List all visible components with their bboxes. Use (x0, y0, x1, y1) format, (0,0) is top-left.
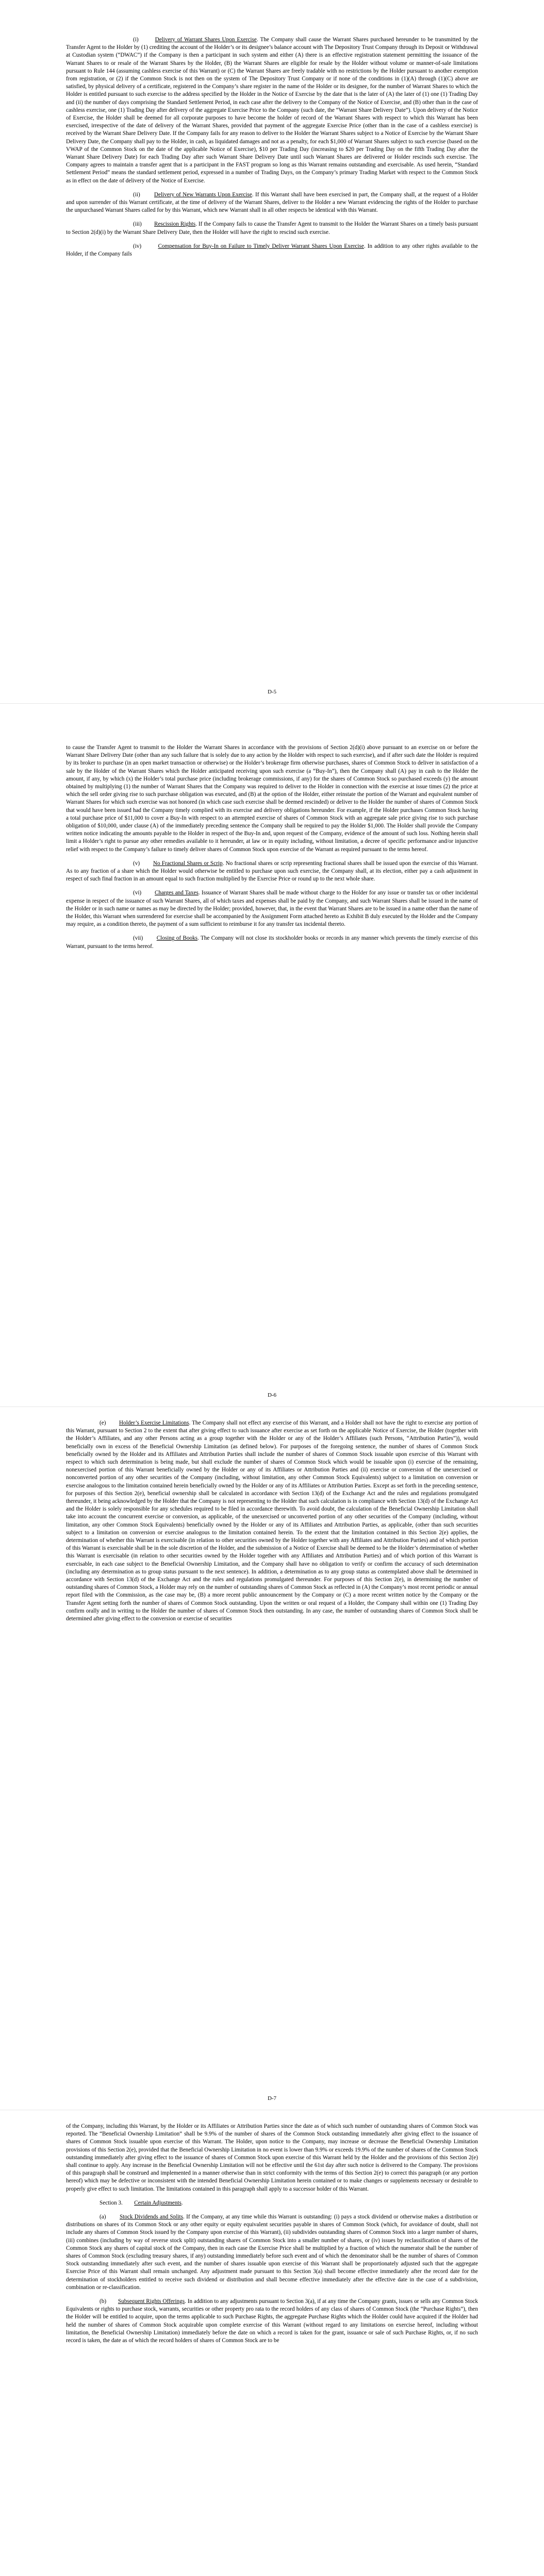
page-number: D-5 (267, 689, 277, 695)
section-heading-certain-adjustments: Section 3. Certain Adjustments. (100, 2199, 183, 2206)
paragraph-subsequent-rights-offerings: (b) Subsequent Rights Offerings. In addition to any adjustments pursuant to Section 3(a), if at any time the Company grants, issues or sells any Common Stock Equivalents or rights to purchase stock, warrants, securities or other property pro rata to the record holders of any class of shares of Common Stock (the “Purchase Rights”), then the Holder will be entitled to acquire, upon the terms applicable to such Purchase Rights, the aggregate Purchase Rights which the Holder could have acquired if the Holder had held the number of shares of Common Stock acquirable upon complete exercise of this Warrant (without regard to any limitations on exercise hereof, including without limitation, the Beneficial Ownership Limitation) immediately before the date on which a record is taken for the grant, issuance or sale of such Purchase Rights, or, if no such record is taken, the date as of which the record holders of shares of Common Stock are to be (66, 2298, 478, 2344)
paragraph-stock-dividends-and-splits: (a) Stock Dividends and Splits. If the Company, at any time while this Warrant is outstanding: (i) pays a stock dividend or otherwise makes a distribution or distributions on shares of its Common Stock or any other equity or equity equivalent securities payable in shares of Common Stock (which, for avoidance of doubt, shall not include any shares of Common Stock issued by the Company upon exercise of this Warrant), (ii) subdivides outstanding shares of Common Stock into a larger number of shares, (iii) combines (including by way of reverse stock split) outstanding shares of Common Stock into a smaller number of shares, or (iv) issues by reclassification of shares of the Common Stock any shares of capital stock of the Company, then in each case the Exercise Price shall be multiplied by a fraction of which the numerator shall be the number of shares of Common Stock (excluding treasury shares, if any) outstanding immediately before such event and of which the denominator shall be the number of shares of Common Stock outstanding immediately after such event, and the number of shares issuable upon exercise of this Warrant shall be proportionately adjusted such that the aggregate Exercise Price of this Warrant shall remain unchanged. Any adjustment made pursuant to this Section 3(a) shall become effective immediately after the record date for the determination of stockholders entitled to receive such dividend or distribution and shall become effective immediately after the effective date in the case of a subdivision, combination or re-classification. (66, 2214, 479, 2291)
paragraph-rescission-rights: (iii) Rescission Rights. If the Company fails to cause the Transfer Agent to transmit to the Holder the Warrant Shares on a timely basis pursuant to Section 2(d)(i) by the Warrant Share Delivery Date, then the Holder will have the right to rescind such exercise. (66, 221, 479, 235)
paragraph-holders-exercise-limitations: (e) Holder’s Exercise Limitations. The Company shall not effect any exercise of this Warrant, and a Holder shall not have the right to exercise any portion of this Warrant, pursuant to Section 2 to the extent that after giving effect to such issuance after exercise as set forth on the applicable Notice of Exercise, the Holder (together with the Holder’s Affiliates, and any other Persons acting as a group together with the Holder or any of the Holder’s Affiliates (such Persons, “Attribution Parties”)), would beneficially own in excess of the Beneficial Ownership Limitation (as defined below). For purposes of the foregoing sentence, the number of shares of Common Stock beneficially owned by the Holder and its Affiliates and Attribution Parties shall include the number of shares of Common Stock issuable upon exercise of this Warrant with respect to which such determination is being made, but shall exclude the number of shares of Common Stock which would be issuable upon (i) exercise of the remaining, nonexercised portion of this Warrant beneficially owned by the Holder or any of its Affiliates or Attribution Parties and (ii) exercise or conversion of the unexercised or nonconverted portion of any other securities of the Company (including, without limitation, any other Common Stock Equivalents) subject to a limitation on conversion or exercise analogous to the limitation contained herein beneficially owned by the Holder or any of its Affiliates or Attribution Parties. Except as set forth in the preceding sentence, for purposes of this Section 2(e), beneficial ownership shall be calculated in accordance with Section 13(d) of the Exchange Act and the rules and regulations promulgated thereunder, it being acknowledged by the Holder that the Company is not representing to the Holder that such calculation is in compliance with Section 13(d) of the Exchange Act and the Holder is solely responsible for any schedules required to be filed in accordance therewith. To avoid doubt, the calculation of the Beneficial Ownership Limitation shall take into account the concurrent exercise or conversion, as applicable, of the unexercised or unconverted portion of any other securities of the Company (including, without limitation, any other Common Stock Equivalents) beneficially owned by the Holder or any of its Affiliates and Attribution Parties, as applicable, (other than such securities subject to a limitation on conversion or exercise analogous to the limitation contained herein. To the extent that the limitation contained in this Section 2(e) applies, the determination of whether this Warrant is exercisable (in relation to other securities owned by the Holder together with any Affiliates and Attribution Parties) and of which portion of this Warrant is exercisable shall be in the sole discretion of the Holder, and the submission of a Notice of Exercise shall be deemed to be the Holder’s determination of whether this Warrant is exercisable (in relation to other securities owned by the Holder together with any Affiliates and Attribution Parties) and of which portion of this Warrant is exercisable, in each case subject to the Beneficial Ownership Limitation, and the Company shall have no obligation to verify or confirm the accuracy of such determination (including any determination as to group status pursuant to the next sentence). In addition, a determination as to any group status as contemplated above shall be determined in accordance with Section 13(d) of the Exchange Act and the rules and regulations promulgated thereunder. For purposes of this Section 2(e), in determining the number of outstanding shares of Common Stock, a Holder may rely on the number of outstanding shares of Common Stock as reflected in (A) the Company’s most recent periodic or annual report filed with the Commission, as the case may be, (B) a more recent public announcement by the Company or (C) a more recent written notice by the Company or the Transfer Agent setting forth the number of shares of Common Stock outstanding. Upon the written or oral request of a Holder, the Company shall within one (1) Trading Day confirm orally and in writing to the Holder the number of shares of Common Stock then outstanding. In any case, the number of outstanding shares of Common Stock shall be determined after giving effect to the conversion or exercise of securities (66, 1420, 478, 1622)
paragraph-text: If the Company, at any time while this Warrant is outstanding: (i) pays a stock dividend or otherwise makes a distribution or distributions on shares of its Common Stock or any other equity or equity equivalent securities payable in shares of Common Stock (which, for avoidance of doubt, shall not include any shares of Common Stock issued by the Company upon exercise of this Warrant), (ii) subdivides outstanding shares of Common Stock into a larger number of shares, (iii) combines (including by way of reverse stock split) outstanding shares of Common Stock into a smaller number of shares, or (iv) issues by reclassification of shares of the Common Stock any shares of capital stock of the Company, then in each case the Exercise Price shall be multiplied by a fraction of which the numerator shall be the number of shares of Common Stock (excluding treasury shares, if any) outstanding immediately before such event and of which the denominator shall be the number of shares of Common Stock outstanding immediately after such event, and the number of shares issuable upon exercise of this Warrant shall be proportionately adjusted such that the aggregate Exercise Price of this Warrant shall remain unchanged. Any adjustment made pursuant to this Section 3(a) shall become effective immediately after the record date for the determination of stockholders entitled to receive such dividend or distribution and shall become effective immediately after the effective date in the case of a subdivision, combination or re-classification. (66, 2214, 479, 2291)
paragraph-text: The Company shall not effect any exercise of this Warrant, and a Holder shall not have the right to exercise any portion of this Warrant, pursuant to Section 2 to the extent that after giving effect to such issuance after exercise as set forth on the applicable Notice of Exercise, the Holder (together with the Holder’s Affiliates, and any other Persons acting as a group together with the Holder or any of the Holder’s Affiliates (such Persons, “Attribution Parties”)), would beneficially own in excess of the Beneficial Ownership Limitation (as defined below). For purposes of the foregoing sentence, the number of shares of Common Stock beneficially owned by the Holder and its Affiliates and Attribution Parties shall include the number of shares of Common Stock issuable upon exercise of this Warrant with respect to which such determination is being made, but shall exclude the number of shares of Common Stock which would be issuable upon (i) exercise of the remaining, nonexercised portion of this Warrant beneficially owned by the Holder or any of its Affiliates or Attribution Parties and (ii) exercise or conversion of the unexercised or nonconverted portion of any other securities of the Company (including, without limitation, any other Common Stock Equivalents) subject to a limitation on conversion or exercise analogous to the limitation contained herein beneficially owned by the Holder or any of its Affiliates or Attribution Parties. Except as set forth in the preceding sentence, for purposes of this Section 2(e), beneficial ownership shall be calculated in accordance with Section 13(d) of the Exchange Act and the rules and regulations promulgated thereunder, it being acknowledged by the Holder that the Company is not representing to the Holder that such calculation is in compliance with Section 13(d) of the Exchange Act and the Holder is solely responsible for any schedules required to be filed in accordance therewith. To avoid doubt, the calculation of the Beneficial Ownership Limitation shall take into account the concurrent exercise or conversion, as applicable, of the unexercised or unconverted portion of any other securities of the Company (including, without limitation, any other Common Stock Equivalents) beneficially owned by the Holder or any of its Affiliates and Attribution Parties, as applicable, (other than such securities subject to a limitation on conversion or exercise analogous to the limitation contained herein. To the extent that the limitation contained in this Section 2(e) applies, the determination of whether this Warrant is exercisable (in relation to other securities owned by the Holder together with any Affiliates and Attribution Parties) and of which portion of this Warrant is exercisable shall be in the sole discretion of the Holder, and the submission of a Notice of Exercise shall be deemed to be the Holder’s determination of whether this Warrant is exercisable (in relation to other securities owned by the Holder together with any Affiliates and Attribution Parties) and of which portion of this Warrant is exercisable, in each case subject to the Beneficial Ownership Limitation, and the Company shall have no obligation to verify or confirm the accuracy of such determination (including any determination as to group status pursuant to the next sentence). In addition, a determination as to any group status as contemplated above shall be determined in accordance with Section 13(d) of the Exchange Act and the rules and regulations promulgated thereunder. For purposes of this Section 2(e), in determining the number of outstanding shares of Common Stock, a Holder may rely on the number of outstanding shares of Common Stock as reflected in (A) the Company’s most recent periodic or annual report filed with the Commission, as the case may be, (B) a more recent public announcement by the Company or (C) a more recent written notice by the Company or the Transfer Agent setting forth the number of shares of Common Stock outstanding. Upon the written or oral request of a Holder, the Company shall within one (1) Trading Day confirm orally and in writing to the Holder the number of shares of Common Stock then outstanding. In any case, the number of outstanding shares of Common Stock shall be determined after giving effect to the conversion or exercise of securities (66, 1420, 478, 1622)
paragraph-no-fractional-shares: (v) No Fractional Shares or Scrip. No fractional shares or scrip representing fractional shares shall be issued upon the exercise of this Warrant. As to any fraction of a share which the Holder would otherwise be entitled to purchase upon such exercise, the Company shall, at its election, either pay a cash adjustment in respect of such final fraction in an amount equal to such fraction multiplied by the Exercise Price or round up to the next whole share. (66, 860, 479, 883)
paragraph-number: (vii) (133, 935, 143, 942)
paragraph-heading: Delivery of Warrant Shares Upon Exercise (155, 37, 257, 43)
paragraph-heading: Holder’s Exercise Limitations (119, 1420, 189, 1426)
paragraph-text: In addition to any other rights available to the Holder, if the Company fails (66, 243, 479, 258)
paragraph-number: (iv) (133, 243, 142, 249)
paragraph-text: If the Company fails to cause the Transfer Agent to transmit to the Holder the Warrant Shares on a timely basis pursuant to Section 2(d)(i) by the Warrant Share Delivery Date, then the Holder will have the right to rescind such exercise. (66, 221, 479, 235)
paragraph-text: No fractional shares or scrip representing fractional shares shall be issued upon the exercise of this Warrant. As to any fraction of a share which the Holder would otherwise be entitled to purchase upon such exercise, the Company shall, at its election, either pay a cash adjustment in respect of such final fraction in an amount equal to such fraction multiplied by the Exercise Price or round up to the next whole share. (66, 860, 479, 883)
paragraph-number: (iii) (133, 221, 142, 228)
paragraph-number: (ii) (133, 191, 140, 198)
paragraph-text: If this Warrant shall have been exercised in part, the Company shall, at the request of a Holder and upon surrender of this Warrant certificate, at the time of delivery of the Warrant Shares, deliver to the Holder a new Warrant evidencing the rights of the Holder to purchase the unpurchased Warrant Shares called for by this Warrant, which new Warrant shall in all other respects be identical with this Warrant. (66, 191, 478, 214)
paragraph-closing-of-books: (vii) Closing of Books. The Company will not close its stockholder books or records in any manner which prevents the timely exercise of this Warrant, pursuant to the terms hereof. (66, 935, 479, 950)
paragraph-text: In addition to any adjustments pursuant to Section 3(a), if at any time the Company grants, issues or sells any Common Stock Equivalents or rights to purchase stock, warrants, securities or other property pro rata to the record holders of any class of shares of Common Stock (the “Purchase Rights”), then the Holder will be entitled to acquire, upon the terms applicable to such Purchase Rights, the aggregate Purchase Rights which the Holder could have acquired if the Holder had held the number of shares of Common Stock acquirable upon complete exercise of this Warrant (without regard to any limitations on exercise hereof, including without limitation, the Beneficial Ownership Limitation) immediately before the date on which a record is taken for the grant, issuance or sale of such Purchase Rights, or, if no such record is taken, the date as of which the record holders of shares of Common Stock are to be (66, 2298, 478, 2344)
paragraph-charges-and-taxes: (vi) Charges and Taxes. Issuance of Warrant Shares shall be made without charge to the Holder for any issue or transfer tax or other incidental expense in respect of the issuance of such Warrant Shares, all of which taxes and expenses shall be paid by the Company, and such Warrant Shares shall be issued in the name of the Holder or in such name or names as may be directed by the Holder; provided, however, that, in the event that Warrant Shares are to be issued in a name other than the name of the Holder, this Warrant when surrendered for exercise shall be accompanied by the Assignment Form attached hereto as Exhibit B duly executed by the Holder and the Company may require, as a condition thereto, the payment of a sum sufficient to reimburse it for any transfer tax incidental thereto. (66, 890, 478, 928)
paragraph-compensation-for-buy-in: (iv) Compensation for Buy-In on Failure to Timely Deliver Warrant Shares Upon Exercise. In addition to any other rights available to the Holder, if the Company fails (66, 243, 479, 258)
paragraph-number: (v) (133, 860, 140, 867)
paragraph-text: The Company will not close its stockholder books or records in any manner which prevents the timely exercise of this Warrant, pursuant to the terms hereof. (66, 935, 479, 950)
paragraph-number: (i) (133, 37, 139, 43)
paragraph-delivery-of-new-warrants: (ii) Delivery of New Warrants Upon Exercise. If this Warrant shall have been exercised in part, the Company shall, at the request of a Holder and upon surrender of this Warrant certificate, at the time of delivery of the Warrant Shares, deliver to the Holder a new Warrant evidencing the rights of the Holder to purchase the unpurchased Warrant Shares called for by this Warrant, which new Warrant shall in all other respects be identical with this Warrant. (66, 191, 478, 214)
page-number: D-7 (267, 2095, 277, 2102)
section-number: Section 3. (100, 2199, 123, 2206)
document-page (0, 703, 544, 1406)
document-page (0, 0, 544, 703)
paragraph-number: (b) (100, 2298, 107, 2305)
document-page (0, 2110, 544, 2576)
paragraph-heading: No Fractional Shares or Scrip (153, 860, 223, 867)
paragraph-text: The Company shall cause the Warrant Shares purchased hereunder to be transmitted by the Transfer Agent to the Holder by (1) crediting the account of the Holder’s or its designee’s balance account with The Depository Trust Company through its Deposit or Withdrawal at Custodian system (“DWAC”) if the Company is then a participant in such system and either (A) there is an effective registration statement permitting the issuance of the Warrant Shares to or resale of the Warrant Shares by the Holder, (B) the Warrant Shares are eligible for resale by the Holder without volume or manner-of-sale limitations pursuant to Rule 144 (assuming cashless exercise of this Warrant) or (C) the Warrant Shares are freely tradable with no restrictions by the Holder pursuant to another exemption from registration, or (2) if the Common Stock is not then on the system of The Depository Trust Company or if none of the conditions in (1)(A) through (1)(C) above are satisfied, by physical delivery of a certificate, registered in the Company’s share register in the name of the Holder or its designee, for the number of Warrant Shares to which the Holder is entitled pursuant to such exercise to the address specified by the Holder in the Notice of Exercise by the date that is the later of (A) the later of (1) one (1) Trading Day and (ii) the number of days comprising the Standard Settlement Period, in each case after the delivery to the Company of the Notice of Exercise, and (B) other than in the case of cashless exercise, one (1) Trading Day after delivery of the aggregate Exercise Price to the Company (such date, the “Warrant Share Delivery Date”). Upon delivery of the Notice of Exercise, the Holder shall be deemed for all corporate purposes to have become the holder of record of the Warrant Shares with respect to which this Warrant has been exercised, irrespective of the date of delivery of the Warrant Shares, provided that payment of the aggregate Exercise Price (other than in the case of a cashless exercise) is received by the Warrant Share Delivery Date. If the Company fails for any reason to deliver to the Holder the Warrant Shares subject to a Notice of Exercise by the Warrant Share Delivery Date, the Company shall pay to the Holder, in cash, as liquidated damages and not as a penalty, for each $1,000 of Warrant Shares subject to such exercise (based on the VWAP of the Common Stock on the date of the applicable Notice of Exercise), $10 per Trading Day (increasing to $20 per Trading Day on the fifth Trading Day after the Warrant Share Delivery Date) for each Trading Day after such Warrant Share Delivery Date until such Warrant Shares are delivered or Holder rescinds such exercise. The Company agrees to maintain a transfer agent that is a participant in the FAST program so long as this Warrant remains outstanding and exercisable. As used herein, “Standard Settlement Period” means the standard settlement period, expressed in a number of Trading Days, on the Company’s primary Trading Market with respect to the Common Stock as in effect on the date of delivery of the Notice of Exercise. (66, 37, 479, 184)
paragraph-number: (e) (100, 1420, 106, 1426)
paragraph-buy-in-continued (66, 744, 478, 854)
paragraph-heading: Closing of Books (156, 935, 198, 942)
paragraph-text: Issuance of Warrant Shares shall be made without charge to the Holder for any issue or transfer tax or other incidental expense in respect of the issuance of such Warrant Shares, all of which taxes and expenses shall be paid by the Company, and such Warrant Shares shall be issued in the name of the Holder or in such name or names as may be directed by the Holder; provided, however, that, in the event that Warrant Shares are to be issued in a name other than the name of the Holder, this Warrant when surrendered for exercise shall be accompanied by the Assignment Form attached hereto as Exhibit B duly executed by the Holder and the Company may require, as a condition thereto, the payment of a sum sufficient to reimburse it for any transfer tax incidental thereto. (66, 890, 478, 928)
page-number: D-6 (267, 1392, 277, 1398)
paragraph-number: (vi) (133, 890, 142, 896)
paragraph-heading: Rescission Rights (154, 221, 196, 228)
paragraph-delivery-of-warrant-shares: (i) Delivery of Warrant Shares Upon Exercise. The Company shall cause the Warrant Shares purchased hereunder to be transmitted by the Transfer Agent to the Holder by (1) crediting the account of the Holder’s or its designee’s balance account with The Depository Trust Company through its Deposit or Withdrawal at Custodian system (“DWAC”) if the Company is then a participant in such system and either (A) there is an effective registration statement permitting the issuance of the Warrant Shares to or resale of the Warrant Shares by the Holder, (B) the Warrant Shares are eligible for resale by the Holder without volume or manner-of-sale limitations pursuant to Rule 144 (assuming cashless exercise of this Warrant) or (C) the Warrant Shares are freely tradable with no restrictions by the Holder pursuant to another exemption from registration, or (2) if the Common Stock is not then on the system of The Depository Trust Company or if none of the conditions in (1)(A) through (1)(C) above are satisfied, by physical delivery of a certificate, registered in the Company’s share register in the name of the Holder or its designee, for the number of Warrant Shares to which the Holder is entitled pursuant to such exercise to the address specified by the Holder in the Notice of Exercise by the date that is the later of (A) the later of (1) one (1) Trading Day and (ii) the number of days comprising the Standard Settlement Period, in each case after the delivery to the Company of the Notice of Exercise, and (B) other than in the case of cashless exercise, one (1) Trading Day after delivery of the aggregate Exercise Price to the Company (such date, the “Warrant Share Delivery Date”). Upon delivery of the Notice of Exercise, the Holder shall be deemed for all corporate purposes to have become the holder of record of the Warrant Shares with respect to which this Warrant has been exercised, irrespective of the date of delivery of the Warrant Shares, provided that payment of the aggregate Exercise Price (other than in the case of a cashless exercise) is received by the Warrant Share Delivery Date. If the Company fails for any reason to deliver to the Holder the Warrant Shares subject to a Notice of Exercise by the Warrant Share Delivery Date, the Company shall pay to the Holder, in cash, as liquidated damages and not as a penalty, for each $1,000 of Warrant Shares subject to such exercise (based on the VWAP of the Common Stock on the date of the applicable Notice of Exercise), $10 per Trading Day (increasing to $20 per Trading Day on the fifth Trading Day after the Warrant Share Delivery Date) for each Trading Day after such Warrant Share Delivery Date until such Warrant Shares are delivered or Holder rescinds such exercise. The Company agrees to maintain a transfer agent that is a participant in the FAST program so long as this Warrant remains outstanding and exercisable. As used herein, “Standard Settlement Period” means the standard settlement period, expressed in a number of Trading Days, on the Company’s primary Trading Market with respect to the Common Stock as in effect on the date of delivery of the Notice of Exercise. (66, 37, 479, 184)
paragraph-limitations-continued (66, 2123, 478, 2193)
section-heading: Certain Adjustments (134, 2199, 182, 2206)
paragraph-heading: Stock Dividends and Splits (119, 2214, 184, 2221)
paragraph-text: to cause the Transfer Agent to transmit to the Holder the Warrant Shares in accordance with the provisions of Section 2(d)(i) above pursuant to an exercise on or before the Warrant Share Delivery Date (other than any such failure that is solely due to any action by the Holder with respect to such exercise), and if after such date the Holder is required by its broker to purchase (in an open market transaction or otherwise) or the Holder’s brokerage firm otherwise purchases, shares of Common Stock to deliver in satisfaction of a sale by the Holder of the Warrant Shares which the Holder anticipated receiving upon such exercise (a “Buy-In”), then the Company shall (A) pay in cash to the Holder the amount, if any, by which (x) the Holder’s total purchase price (including brokerage commissions, if any) for the shares of Common Stock so purchased exceeds (y) the amount obtained by multiplying (1) the number of Warrant Shares that the Company was required to deliver to the Holder in connection with the exercise at issue times (2) the price at which the sell order giving rise to such purchase obligation was executed, and (B) at the option of the Holder, either reinstate the portion of the Warrant and equivalent number of Warrant Shares for which such exercise was not honored (in which case such exercise shall be deemed rescinded) or deliver to the Holder the number of shares of Common Stock that would have been issued had the Company timely complied with its exercise and delivery obligations hereunder. For example, if the Holder purchases Common Stock having a total purchase price of $11,000 to cover a Buy-In with respect to an attempted exercise of shares of Common Stock with an aggregate sale price giving rise to such purchase obligation of $10,000, under clause (A) of the immediately preceding sentence the Company shall be required to pay the Holder $1,000. The Holder shall provide the Company written notice indicating the amounts payable to the Holder in respect of the Buy-In and, upon request of the Company, evidence of the amount of such loss. Nothing herein shall limit a Holder’s right to pursue any other remedies available to it hereunder, at law or in equity including, without limitation, a decree of specific performance and/or injunctive relief with respect to the Company’s failure to timely deliver shares of Common Stock upon exercise of the Warrant as required pursuant to the terms hereof. (66, 744, 478, 853)
paragraph-heading: Subsequent Rights Offerings (118, 2298, 185, 2305)
paragraph-number: (a) (100, 2214, 106, 2221)
paragraph-heading: Charges and Taxes (155, 890, 199, 896)
paragraph-heading: Delivery of New Warrants Upon Exercise (154, 191, 252, 198)
paragraph-text: of the Company, including this Warrant, by the Holder or its Affiliates or Attribution Parties since the date as of which such number of outstanding shares of Common Stock was reported. The “Beneficial Ownership Limitation” shall be 9.9% of the number of shares of the Common Stock outstanding immediately after giving effect to the issuance of shares of Common Stock issuable upon exercise of this Warrant. The Holder, upon notice to the Company, may increase or decrease the Beneficial Ownership Limitation provisions of this Section 2(e), provided that the Beneficial Ownership Limitation in no event is lower than 9.9% or exceeds 19.9% of the number of shares of the Common Stock outstanding immediately after giving effect to the issuance of shares of Common Stock upon exercise of this Warrant held by the Holder and the provisions of this Section 2(e) shall continue to apply. Any increase in the Beneficial Ownership Limitation will not be effective until the 61st day after such notice is delivered to the Company. The provisions of this paragraph shall be construed and implemented in a manner otherwise than in strict conformity with the terms of this Section 2(e) to correct this paragraph (or any portion hereof) which may be defective or inconsistent with the intended Beneficial Ownership Limitation herein contained or to make changes or supplements necessary or desirable to properly give effect to such limitation. The limitations contained in this paragraph shall apply to a successor holder of this Warrant. (66, 2123, 478, 2192)
document-page (0, 1406, 544, 2110)
paragraph-heading: Compensation for Buy-In on Failure to Timely Deliver Warrant Shares Upon Exercise (158, 243, 364, 249)
